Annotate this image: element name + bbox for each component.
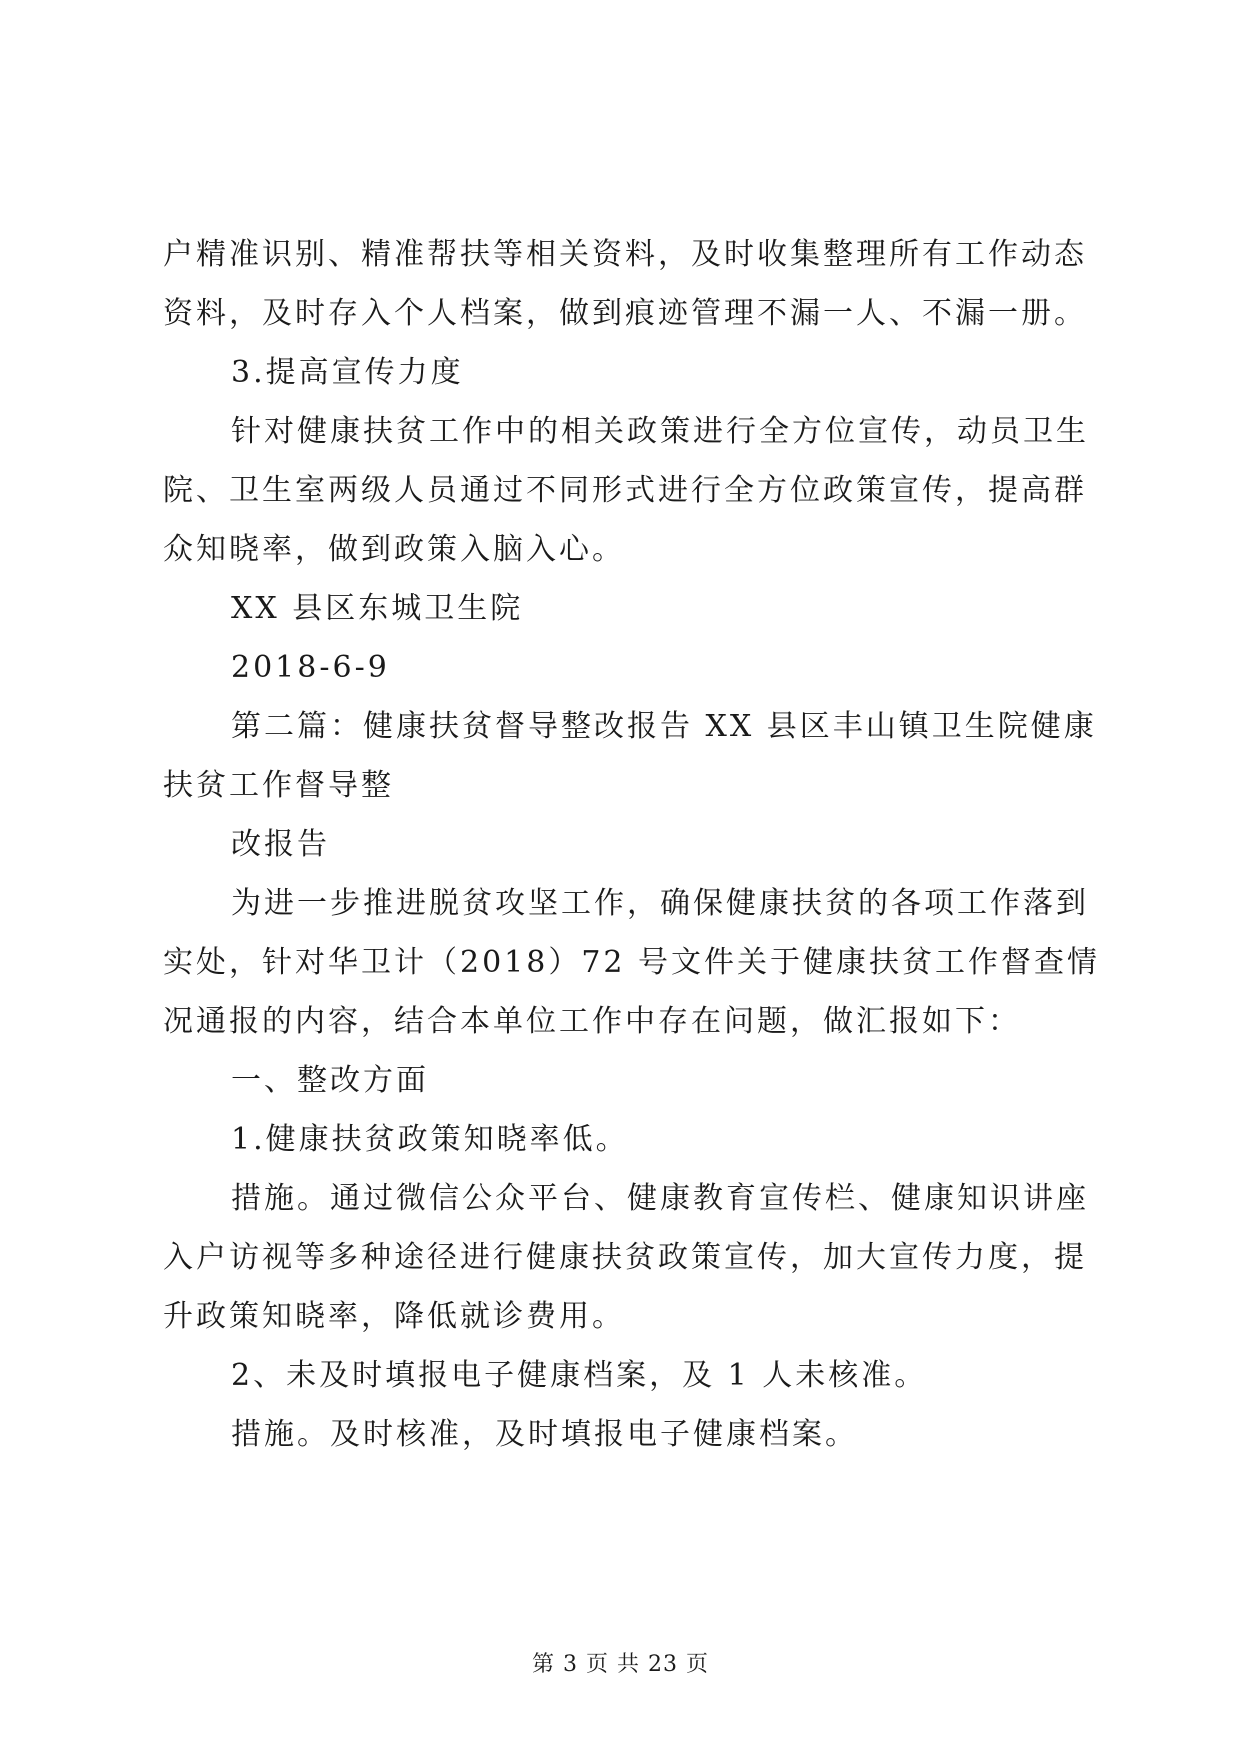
text-line: 措施。及时核准，及时填报电子健康档案。: [231, 1417, 858, 1452]
text-line: 况通报的内容，结合本单位工作中存在问题，做汇报如下：: [163, 1004, 1021, 1039]
section-heading: 3.提高宣传力度: [231, 355, 464, 390]
text-line: 户精准识别、精准帮扶等相关资料，及时收集整理所有工作动态: [163, 237, 1087, 272]
chapter-title-continued: 扶贫工作督导整: [163, 768, 394, 803]
document-body: [163, 225, 1101, 1464]
signature-date: 2018-6-9: [231, 650, 390, 685]
signature-organization: XX 县区东城卫生院: [231, 591, 524, 626]
text-line: 措施。通过微信公众平台、健康教育宣传栏、健康知识讲座: [231, 1181, 1089, 1216]
item-heading: 2、未及时填报电子健康档案，及 1 人未核准。: [231, 1358, 928, 1393]
item-heading: 1.健康扶贫政策知晓率低。: [231, 1122, 629, 1157]
page-number-footer: 第 3 页 共 23 页: [532, 1652, 709, 1677]
text-line: 众知晓率，做到政策入脑入心。: [163, 532, 625, 567]
chapter-title-continued: 改报告: [231, 827, 330, 862]
text-line: 升政策知晓率，降低就诊费用。: [163, 1299, 625, 1334]
text-line: 资料，及时存入个人档案，做到痕迹管理不漏一人、不漏一册。: [163, 296, 1087, 331]
text-line: 院、卫生室两级人员通过不同形式进行全方位政策宣传，提高群: [163, 473, 1087, 508]
section-heading: 一、整改方面: [231, 1063, 429, 1098]
chapter-title: 第二篇：健康扶贫督导整改报告 XX 县区丰山镇卫生院健康: [231, 709, 1097, 744]
text-line: 入户访视等多种途径进行健康扶贫政策宣传，加大宣传力度，提: [163, 1240, 1087, 1275]
text-line: 实处，针对华卫计（2018）72 号文件关于健康扶贫工作督查情: [163, 945, 1101, 980]
text-line: 针对健康扶贫工作中的相关政策进行全方位宣传，动员卫生: [231, 414, 1089, 449]
text-line: 为进一步推进脱贫攻坚工作，确保健康扶贫的各项工作落到: [231, 886, 1089, 921]
